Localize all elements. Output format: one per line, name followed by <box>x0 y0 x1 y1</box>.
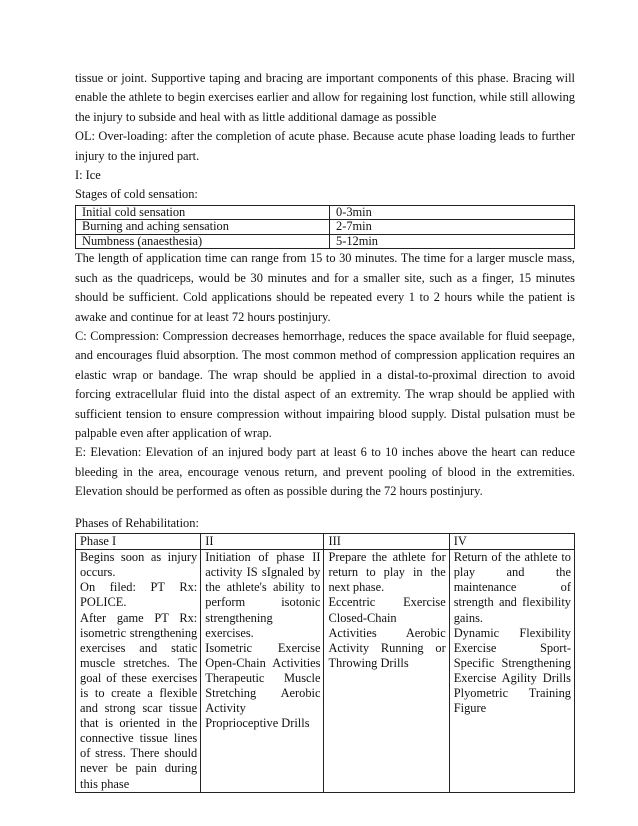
paragraph-application-time: The length of application time can range from 15 to 30 minutes. The time for a larger muscle mass, such as the quadriceps, would be 30 minutes and for a smaller site, such as a finger, 15 minutes should be sufficient. Cold applications should be repeated every 1 to 2 hours while the patient is awake and continue for at least 72 hours postinjury. <box>75 251 575 324</box>
phase-header: IV <box>449 534 574 550</box>
paragraph-overloading: OL: Over-loading: after the completion of acute phase. Because acute phase loading leads to further injury to the injured part. <box>75 129 575 163</box>
table-row <box>76 220 575 235</box>
heading-phases: Phases of Rehabilitation: <box>75 515 199 530</box>
cell-text: After game PT Rx: isometric strengthening exercises and static muscle stretches. The goal of these exercises is to create a flexible and strong scar tissue that is oriented in the connective tissue lines of stress. There should never be pain during this phase <box>80 610 198 791</box>
cold-time-cell: 0-3min <box>330 205 575 220</box>
cold-time-cell: 2-7min <box>330 220 575 235</box>
paragraph-bracing: tissue or joint. Supportive taping and bracing are important components of this phase. Bracing will enable the athlete to begin exercises earlier and allow for regaining lost function, while still allowing the injury to subside and heal with as little additional damage as possible <box>75 71 575 124</box>
paragraph-elevation: E: Elevation: Elevation of an injured body part at least 6 to 10 inches above the heart can reduce bleeding in the area, encourage venous return, and prevent pooling of blood in the extremities. Elevation should be performed as often as possible during the 72 hours postinjury. <box>75 445 575 499</box>
cold-time-cell: 5-12min <box>330 234 575 249</box>
cell-text: Begins soon as injury occurs. <box>80 550 198 580</box>
cold-stage-cell: Initial cold sensation <box>76 205 330 220</box>
cold-stage-cell: Numbness (anaesthesia) <box>76 234 330 249</box>
table-row <box>76 205 575 220</box>
table-header-row <box>76 534 575 550</box>
phase-cell <box>76 550 201 793</box>
table-row <box>76 234 575 249</box>
spacer <box>75 502 575 514</box>
cell-text: On filed: PT Rx: POLICE. <box>80 580 198 610</box>
phase-header: II <box>201 534 324 550</box>
cell-text: Eccentric Exercise Closed-Chain Activities Aerobic Activity Running or Throwing Drills <box>328 595 446 670</box>
document-page <box>75 69 575 793</box>
cell-text: Prepare the athlete for return to play in the next phase. <box>328 550 446 595</box>
heading-cold-stages: Stages of cold sensation: <box>75 187 198 202</box>
phase-cell <box>449 550 574 793</box>
phase-header: Phase I <box>76 534 201 550</box>
rehab-phases-table <box>75 533 575 793</box>
phase-header: III <box>324 534 449 550</box>
cell-text: Dynamic Flexibility Exercise Sport-Specific Strengthening Exercise Agility Drills Plyometric Training Figure <box>453 625 571 716</box>
cell-text: Isometric Exercise Open-Chain Activities Therapeutic Muscle Stretching Aerobic Activity <box>205 640 321 716</box>
heading-ice: I: Ice <box>75 168 101 183</box>
cell-text: Proprioceptive Drills <box>205 716 310 731</box>
paragraph-compression: C: Compression: Compression decreases hemorrhage, reduces the space available for fluid seepage, and encourages fluid absorption. The most common method of compression application requires an elastic wrap or bandage. The wrap should be applied in a distal-to-proximal direction to avoid forcing extracellular fluid into the distal aspect of an extremity. The wrap should be applied with sufficient tension to ensure compression without impairing blood supply. Distal pulsation must be palpable even after application of wrap. <box>75 328 575 440</box>
table-row <box>76 550 575 793</box>
cell-text: Return of the athlete to play and the maintenance of strength and flexibility gains. <box>453 550 571 625</box>
cold-sensation-table <box>75 205 575 250</box>
cold-stage-cell: Burning and aching sensation <box>76 220 330 235</box>
phase-cell <box>324 550 449 793</box>
cell-text: Initiation of phase II activity IS sIgnaled by the athlete's ability to perform isotonic strengthening exercises. <box>205 550 321 640</box>
phase-cell <box>201 550 324 793</box>
